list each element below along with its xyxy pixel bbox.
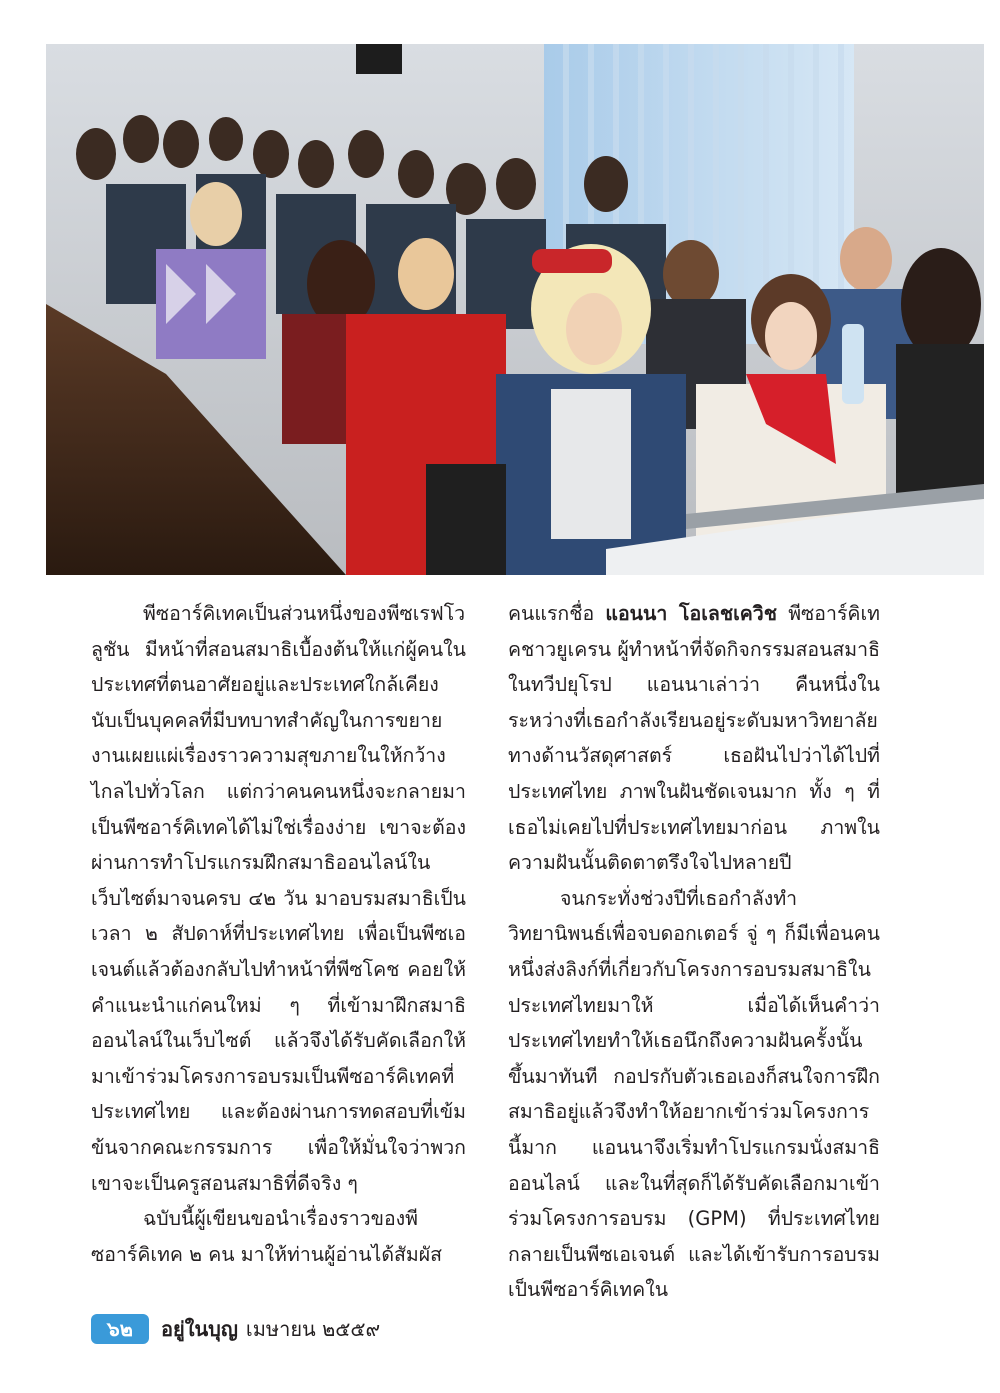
right-paragraph-1-intro: คนแรกชื่อ (508, 602, 606, 625)
page-footer (91, 1313, 380, 1345)
person-name-anna: แอนนา โอเลชเควิช (605, 602, 777, 625)
right-paragraph-1-body: พีซอาร์คิเทคชาวยูเครน ผู้ทำหน้าที่จัดกิจกรรมสอนสมาธิในทวีปยุโรป แอนนาเล่าว่า คืนหนึ่งในระหว่างที่เธอกำลังเรียนอยู่ระดับมหาวิทยาลัยทางด้านวัสดุศาสตร์ เธอฝันไปว่าได้ไปที่ประเทศไทย ภาพในฝันชัดเจนมาก ทั้ง ๆ ที่เธอไม่เคยไปที่ประเทศไทยมาก่อน ภาพในความฝันนั้นติดตาตรึงใจไปหลายปี (508, 602, 881, 875)
classroom-meditation-photo (46, 44, 984, 575)
issue-date: เมษายน ๒๕๕๙ (245, 1317, 381, 1341)
left-paragraph-1: พีซอาร์คิเทคเป็นส่วนหนึ่งของพีซเรฟโวลูชัน มีหน้าที่สอนสมาธิเบื้องต้นให้แก่ผู้คนในประเทศที่ตนอาศัยอยู่และประเทศใกล้เคียง นับเป็นบุคคลที่มีบทบาทสำคัญในการขยายงานเผยแผ่เรื่องราวความสุขภายในให้กว้างไกลไปทั่วโลก แต่กว่าคนคนหนึ่งจะกลายมาเป็นพีซอาร์คิเทคได้ไม่ใช่เรื่องง่าย เขาจะต้องผ่านการทำโปรแกรมฝึกสมาธิออนไลน์ในเว็บไซต์มาจนครบ ๔๒ วัน มาอบรมสมาธิเป็นเวลา ๒ สัปดาห์ที่ประเทศไทย เพื่อเป็นพีซเอเจนต์แล้วต้องกลับไปทำหน้าที่พีซโคช คอยให้คำแนะนำแก่คนใหม่ ๆ ที่เข้ามาฝึกสมาธิออนไลน์ในเว็บไซต์ แล้วจึงได้รับคัดเลือกให้มาเข้าร่วมโครงการอบรมเป็นพีซอาร์คิเทคที่ประเทศไทย และต้องผ่านการทดสอบที่เข้มข้นจากคณะกรรมการ เพื่อให้มั่นใจว่าพวกเขาจะเป็นครูสอนสมาธิที่ดีจริง ๆ (91, 602, 466, 1195)
left-column (91, 596, 466, 1272)
page-number: ๖๒ (91, 1314, 149, 1344)
right-paragraph-2: จนกระทั่งช่วงปีที่เธอกำลังทำวิทยานิพนธ์เพื่อจบดอกเตอร์ จู่ ๆ ก็มีเพื่อนคนหนึ่งส่งลิงก์ที่เกี่ยวกับโครงการอบรมสมาธิในประเทศไทยมาให้ เมื่อได้เห็นคำว่าประเทศไทยทำให้เธอนึกถึงความฝันครั้งนั้นขึ้นมาทันที กอปรกับตัวเธอเองก็สนใจการฝึกสมาธิอยู่แล้วจึงทำให้อยากเข้าร่วมโครงการนี้มาก แอนนาจึงเริ่มทำโปรแกรมนั่งสมาธิออนไลน์ และในที่สุดก็ได้รับคัดเลือกมาเข้าร่วมโครงการอบรม (GPM) ที่ประเทศไทย กลายเป็นพีซเอเจนต์ และได้เข้ารับการอบรมเป็นพีซอาร์คิเทคใน (508, 886, 880, 1302)
article-photo (46, 44, 984, 575)
left-paragraph-2: ฉบับนี้ผู้เขียนขอนำเรื่องราวของพีซอาร์คิเทค ๒ คน มาให้ท่านผู้อ่านได้สัมผัส (91, 1207, 443, 1266)
magazine-name: อยู่ในบุญ (161, 1317, 238, 1341)
right-column (508, 596, 880, 1308)
right-paragraph-1 (508, 596, 880, 881)
